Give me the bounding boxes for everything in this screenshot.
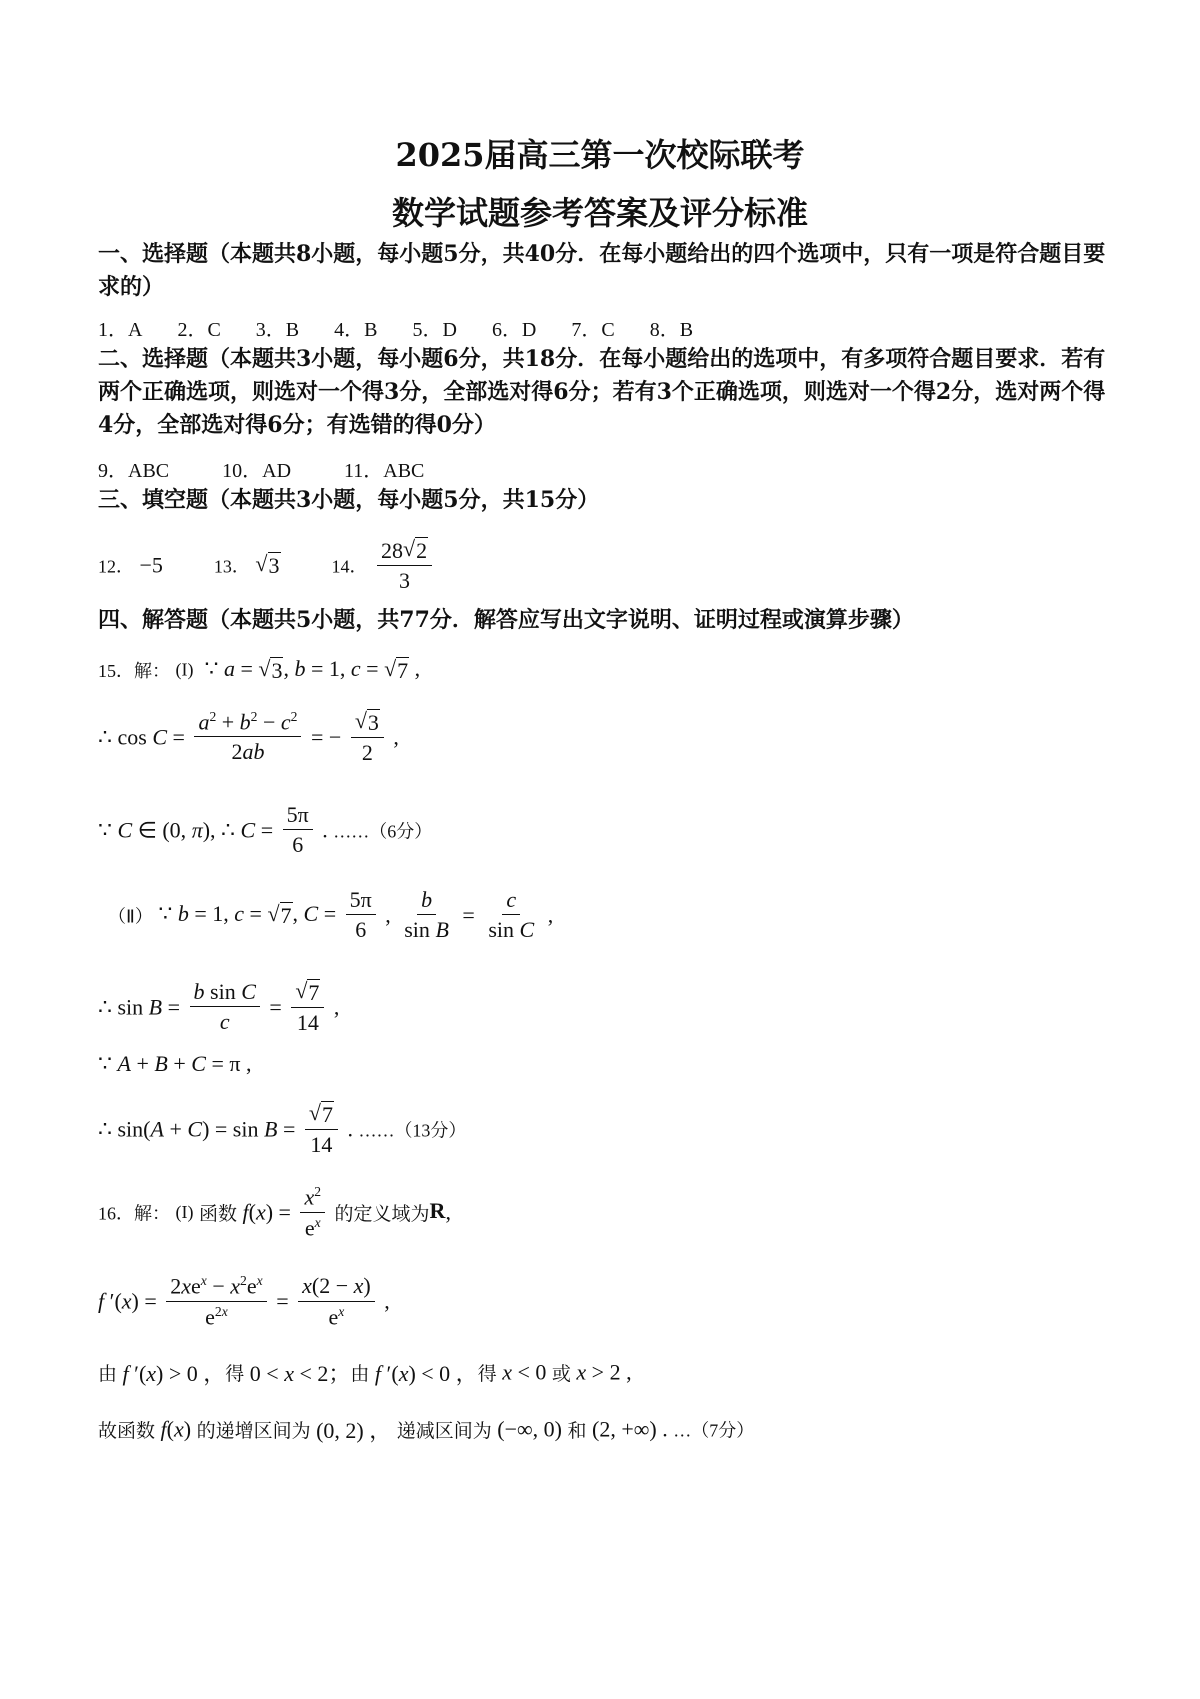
q16-line2: f ′(x) = $\frac{2xe^x - x^2e^x}{e^{2x}}$ = $\frac{x(2 - x)}{e^x}$ , — [98, 1273, 390, 1330]
q15-line1: 15．解： (I) ∵ a = √3, b = 1, c = √7 , — [98, 655, 421, 683]
answer-item: 8．B — [649, 319, 694, 341]
multi-answers-row — [98, 454, 454, 483]
q16-score: …（7分） — [673, 1420, 755, 1441]
section-four-heading: 四、解答题（本题共5小题，共77分．解答应写出文字说明、证明过程或演算步骤） — [98, 607, 914, 633]
q15-line7: ∴ sin(A + C) = sin B = $\frac{√7}{14}$ . ……（13分） — [98, 1100, 467, 1158]
q15-score2: ……（13分） — [358, 1120, 467, 1141]
answer-item: 3．B — [255, 319, 300, 341]
page-title: 2025届高三第一次校际联考 — [395, 136, 805, 174]
answer-item: 4．B — [334, 319, 378, 341]
answer-item: 6．D — [491, 319, 537, 341]
answer-item: 1．A — [98, 319, 143, 341]
q16-line1: 16．解： (I) 函数 f(x) = $\frac{x^2}{e^x}$ 的定义域为R, — [98, 1184, 451, 1241]
answer-12: −5 — [139, 552, 163, 578]
q16-line4: 故函数 f(x) 的递增区间为 (0, 2) ， 递减区间为 (−∞, 0) 和 (2, +∞) . …（7分） — [98, 1416, 755, 1443]
page-subtitle: 数学试题参考答案及评分标准 — [391, 194, 808, 232]
section-one-heading: 一、选择题（本题共8小题，每小题5分，共40分．在每小题给出的四个选项中，只有一项是符合题目要求的） — [98, 241, 1106, 300]
answer-13: √3 — [255, 551, 280, 579]
answer-item: 10．AD — [222, 460, 292, 482]
q15-label: 15．解： — [98, 660, 170, 681]
section-two-heading: 二、选择题（本题共3小题，每小题6分，共18分．在每小题给出的选项中，有多项符合题目要求．若有两个正确选项，则选对一个得3分，全部选对得6分；若有3个正确选项，则选对一个得2分，选对两个得4分，全部选对得6分；有选错的得0分） — [98, 346, 1106, 438]
q15-line2: ∴ cos C = $\frac{a^2 + b^2 - c^2}{2ab}$ = − $\frac{√3}{2}$ , — [98, 708, 399, 766]
q15-line6: ∵ A + B + C = π , — [98, 1050, 252, 1076]
answer-item: 9．ABC — [98, 460, 170, 482]
q15-line5: ∴ sin B = $\frac{\text{b sin C}}{c}$ = $\frac{√7}{14}$ , — [98, 978, 340, 1036]
fill-answers-row: 12． −5 13． √3 14． $\frac{28√2}{3}$ — [98, 536, 436, 595]
answer-item: 2．C — [177, 319, 221, 341]
answer-item: 7．C — [571, 319, 615, 341]
q16-label: 16．解： — [98, 1203, 170, 1224]
answer-item: 5．D — [412, 319, 457, 341]
section-three-heading: 三、填空题（本题共3小题，每小题5分，共15分） — [98, 487, 600, 513]
mc-answers-row — [98, 313, 723, 342]
q15-line4: （Ⅱ） ∵ b = 1, c = √7, C = $\frac{5\pi}{6}$ , $\frac{b}{\text{sin B}}$ = $\frac{c}{\text{sin C}}$ , — [108, 887, 554, 943]
q16-line3: 由 f ′(x) > 0 ，得 0 < x < 2；由 f ′(x) < 0 ，得 x < 0 或 x > 2 , — [98, 1359, 632, 1386]
answer-item: 11．ABC — [344, 460, 425, 482]
q15-line3: ∵ C ∈ (0, π), ∴ C = $\frac{5\pi}{6}$ . ……（6分） — [98, 802, 433, 858]
q15-score1: ……（6分） — [333, 821, 433, 842]
answer-14: $\frac{28√2}{3}$ — [377, 536, 432, 595]
